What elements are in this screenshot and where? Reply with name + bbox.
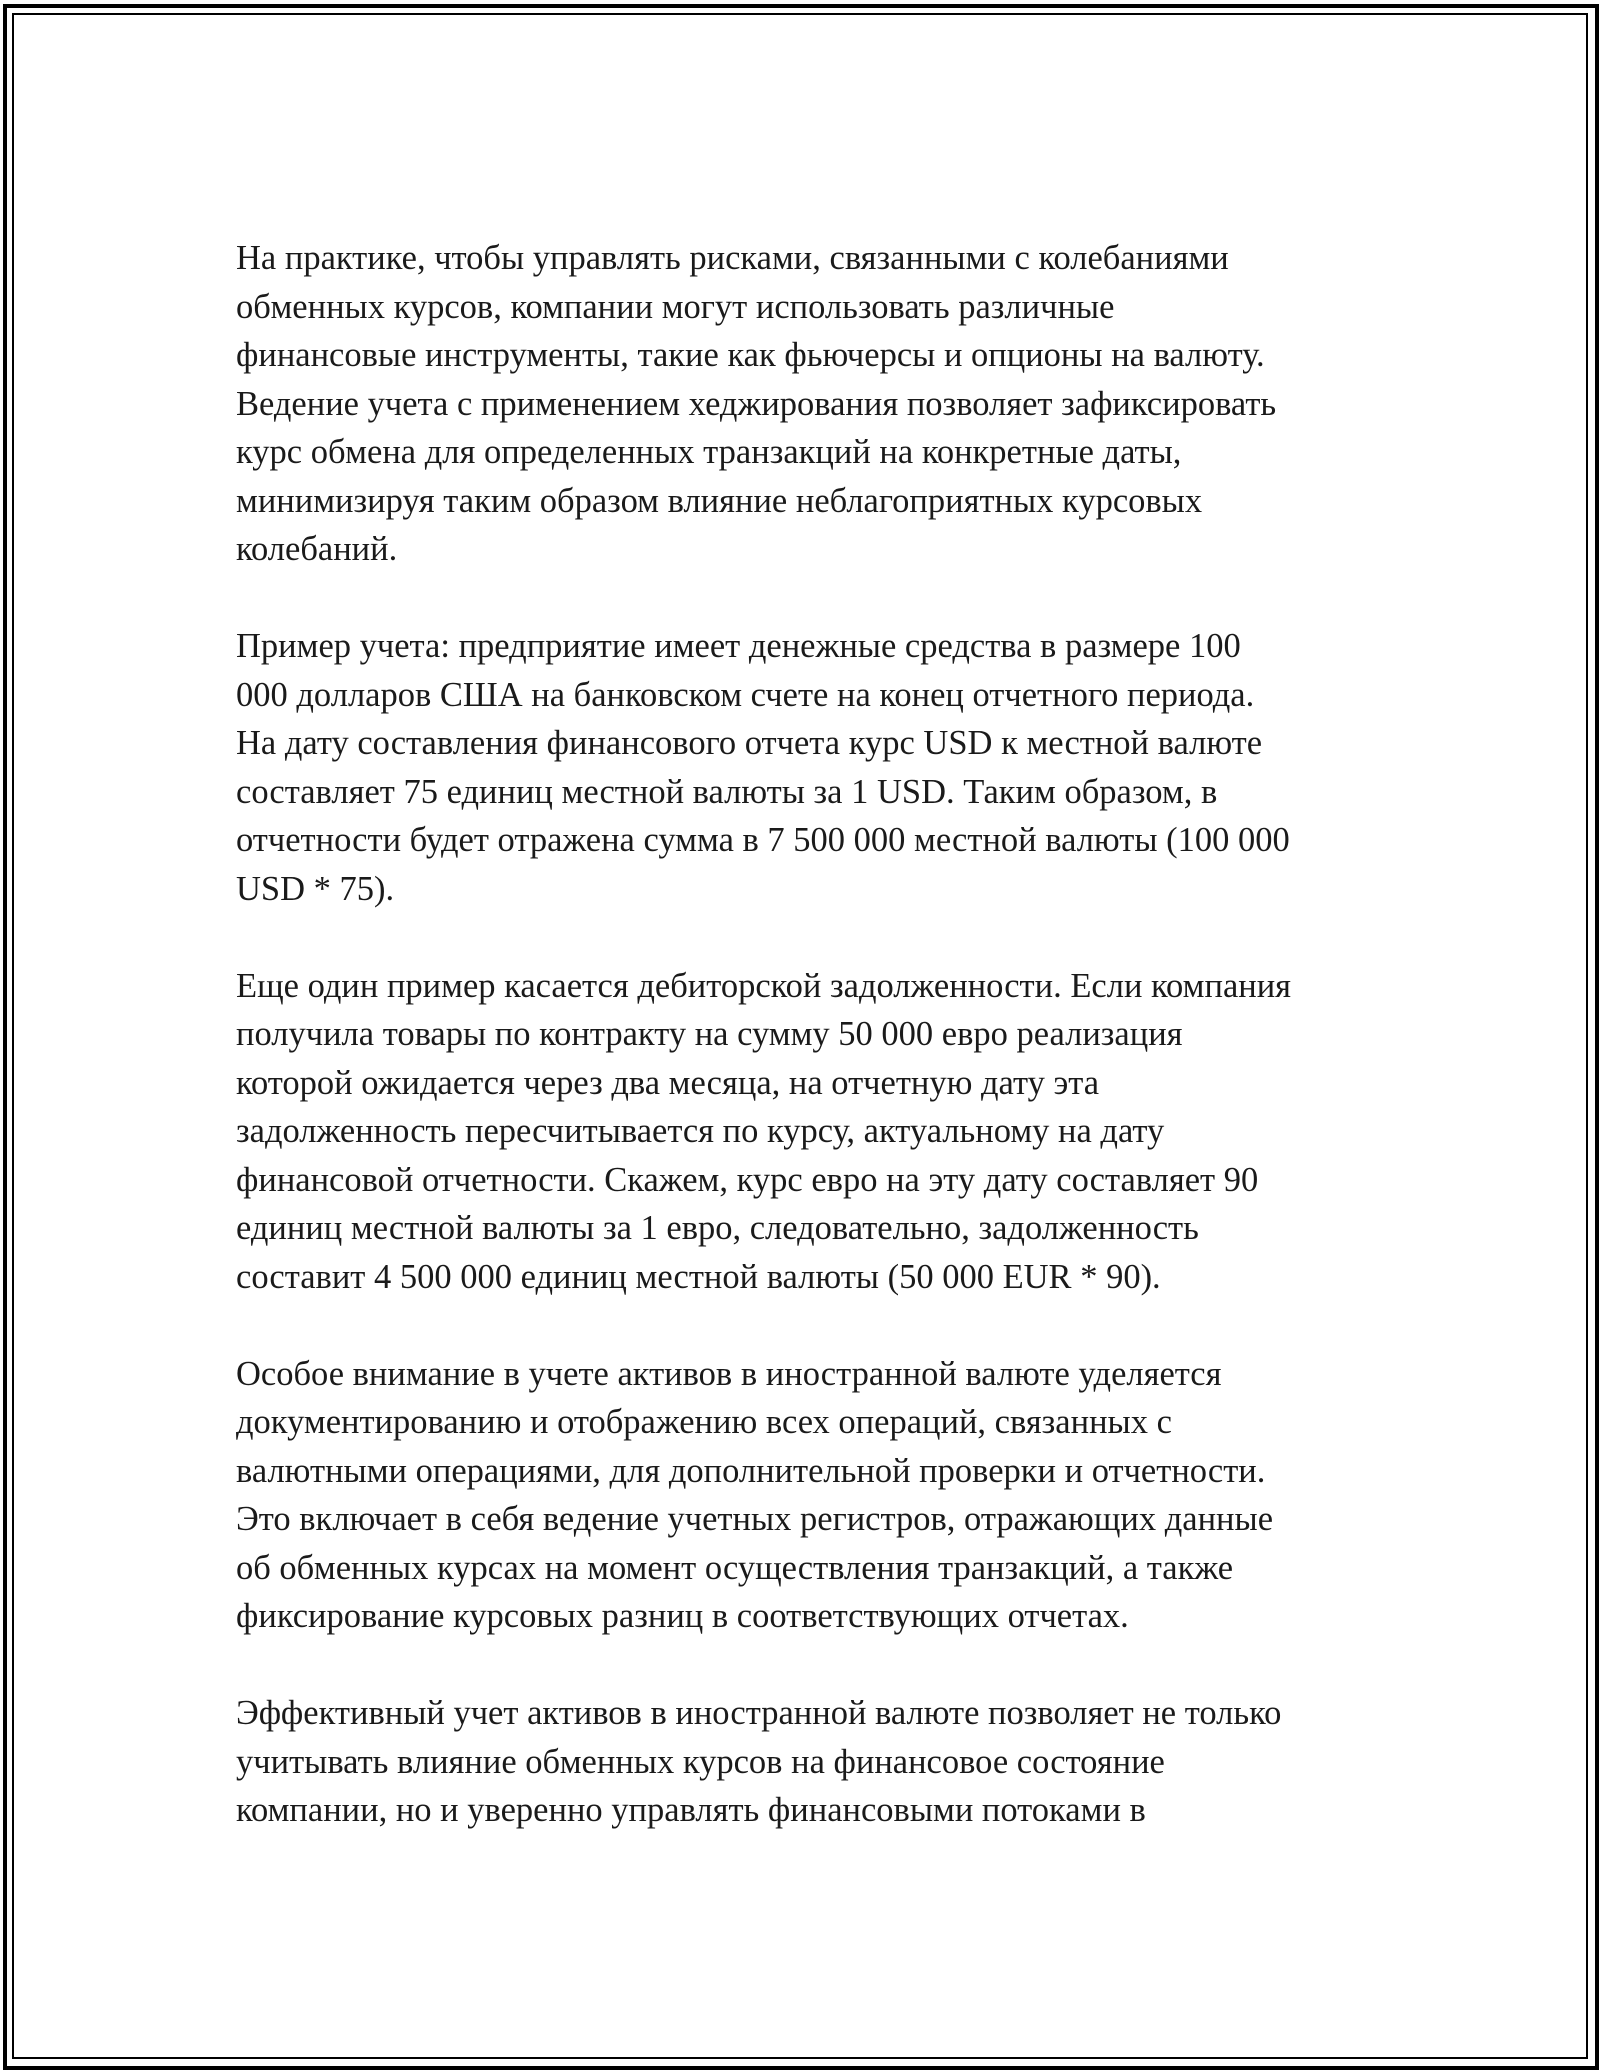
paragraph-effective-accounting: Эффективный учет активов в иностранной валюте позволяет не только учитывать влияние обменных курсов на финансовое состояние компании, но и уверенно управлять финансовыми потоками в xyxy=(236,1694,1282,1829)
paragraph-documentation: Особое внимание в учете активов в иностранной валюте уделяется документированию и отображению всех операций, связанных с валютными операциями, для дополнительной проверки и отчетности. Это включает в себя ведение учетных регистров, отражающих данные об обменных курсах на момент осуществления транзакций, а также фиксирование курсовых разниц в соответствующих отчетах. xyxy=(236,1354,1274,1635)
paragraph-hedging: На практике, чтобы управлять рисками, связанными с колебаниями обменных курсов, компании могут использовать различные финансовые инструменты, такие как фьючерсы и опционы на валюту. Ведение учета с применением хеджирования позволяет зафиксировать курс обмена для определенных транзакций на конкретные даты, минимизируя таким образом влияние неблагоприятных курсовых колебаний. xyxy=(236,239,1277,568)
paragraph-receivables-example: Еще один пример касается дебиторской задолженности. Если компания получила товары по контракту на сумму 50 000 евро реализация которой ожидается через два месяца, на отчетную дату эта задолженность пересчитывается по курсу, актуальному на дату финансовой отчетности. Скажем, курс евро на эту дату составляет 90 единиц местной валюты за 1 евро, следовательно, задолженность составит 4 500 000 единиц местной валюты (50 000 EUR * 90). xyxy=(236,966,1292,1296)
document-body xyxy=(236,234,1376,1835)
paragraph-cash-example: Пример учета: предприятие имеет денежные средства в размере 100 000 долларов США на банковском счете на конец отчетного периода. На дату составления финансового отчета курс USD к местной валюте составляет 75 единиц местной валюты за 1 USD. Таким образом, в отчетности будет отражена сумма в 7 500 000 местной валюты (100 000 USD * 75). xyxy=(236,627,1290,908)
